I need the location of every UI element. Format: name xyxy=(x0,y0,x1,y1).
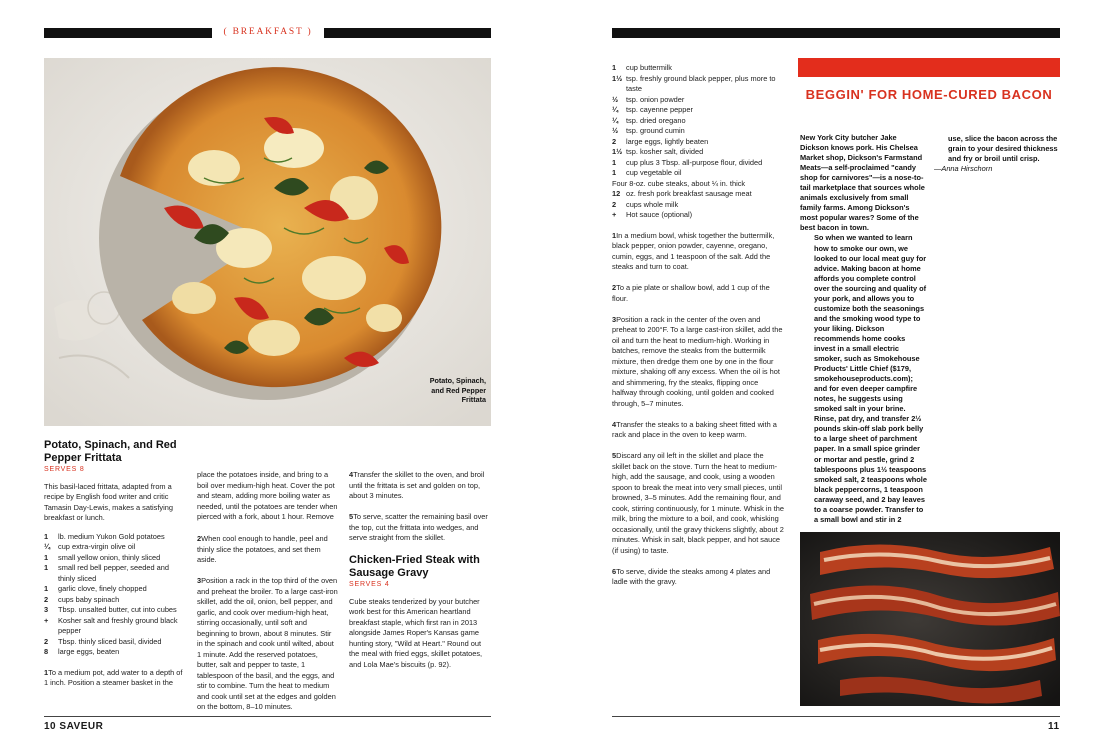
ingredient: 1½ tsp. kosher salt, divided xyxy=(612,147,704,156)
photo-caption: Potato, Spinach, and Red Pepper Frittata xyxy=(429,376,486,404)
bottom-rule-right xyxy=(612,716,1060,717)
ingredient: 2 cups baby spinach xyxy=(44,594,120,604)
frittata-step-continued: place the potatoes inside, and bring to a boil over medium-high heat. Cover the pot and steam, adding more boiling water as needed, until the potatoes are tender when pierced with a fork, about 1 hour. Remove xyxy=(197,470,338,521)
ingredient: 1 cup plus 3 Tbsp. all-purpose flour, divided xyxy=(612,157,763,167)
ingredient: ¼ cup extra-virgin olive oil xyxy=(44,542,136,551)
bottom-rule-left xyxy=(44,716,491,717)
sidebar-column-1 xyxy=(800,133,927,524)
frittata-intro: This basil-laced frittata, adapted from a recipe by English food writer and critic Tamasin Day-Lewis, makes a satisfying breakfast or lunch. xyxy=(44,481,173,522)
frittata-column-1 xyxy=(44,439,185,700)
frittata-step: 4Transfer the skillet to the oven, and broil until the frittata is set and golden on top, about 3 minutes. xyxy=(349,470,485,500)
frittata-column-3 xyxy=(349,470,491,670)
ingredient: 12 oz. fresh pork breakfast sausage meat xyxy=(612,189,752,198)
ingredient: ¼ tsp. dried oregano xyxy=(612,115,686,125)
sidebar-paragraph: So when we wanted to learn how to smoke our own, we looked to our local meat guy for advice. Making bacon at home affords you complete control over the sourcing and quality of your pork, and allows you to customize both the seasonings and the smoking wood type to your liking. Dickson recommends home cooks invest in a small electric smoker, such as Smokehouse Products' Little Chief ($179, smokehouseproducts.com); and for even deeper campfire notes, he suggests using smoked salt in your brine. xyxy=(814,233,927,414)
sidebar-red-bar xyxy=(798,58,1060,77)
ingredient: Four 8-oz. cube steaks, about ¼ in. thick xyxy=(612,178,746,188)
steak-title: Chicken-Fried Steak with Sausage Gravy xyxy=(349,554,480,579)
top-bar-right xyxy=(612,28,1060,38)
sidebar-title: BEGGIN' FOR HOME-CURED BACON xyxy=(805,87,1053,102)
ingredient: 1½ tsp. freshly ground black pepper, plus more to taste xyxy=(612,73,776,93)
steak-step: 4Transfer the steaks to a baking sheet fitted with a rack and place in the oven to keep warm. xyxy=(612,419,777,439)
ingredient: 3 Tbsp. unsalted butter, cut into cubes xyxy=(44,605,177,614)
ingredient: 1 garlic clove, finely chopped xyxy=(44,584,147,593)
steak-column xyxy=(612,63,784,598)
steak-step: 6To serve, divide the steaks among 4 plates and ladle with the gravy. xyxy=(612,566,771,586)
steak-step: 5Discard any oil left in the skillet and place the skillet back on the stove. Turn the heat to medium-high, add the sausage, and cook, using a wooden spoon to break the meat into very small pieces, until browned, 3–5 minutes. Add the remaining flour, and cook, stirring continuously, for 1 minute. Whisk in the milk, bring the mixture to a boil, and cook, whisking occasionally, until the gravy thickens slightly, about 2 minutes. Whisk in salt, black pepper, and hot sauce (if using) to taste. xyxy=(612,451,784,555)
steak-ingredients xyxy=(612,63,784,221)
ingredient: 8 large eggs, beaten xyxy=(44,647,120,656)
ingredient: + Hot sauce (optional) xyxy=(612,210,693,219)
frittata-ingredients xyxy=(44,532,185,658)
sidebar-paragraph: use, slice the bacon across the grain to your desired thickness and fry or broil until crisp. xyxy=(948,133,1058,163)
folio-left: 10 SAVEUR xyxy=(44,721,104,732)
steak-step: 3Position a rack in the center of the oven and preheat to 200°F. To a large cast-iron skillet, add the oil and turn the heat to medium-high. Working in batches, remove the steaks from the buttermilk mixture, then dredge them one by one in the flour mixture, shaking off any excess. When the oil is hot and shimmering, fry the steaks, flipping once halfway through cooking, until golden and cooked through, 5–7 minutes. xyxy=(612,314,783,408)
steak-step: 1In a medium bowl, whisk together the buttermilk, black pepper, onion powder, cayenne, oregano, cumin, eggs, and 1 teaspoon of the salt. Add the steaks and turn to coat. xyxy=(612,230,775,271)
ingredient: 1 lb. medium Yukon Gold potatoes xyxy=(44,531,165,541)
folio-right: 11 xyxy=(1048,721,1060,732)
ingredient: 2 Tbsp. thinly sliced basil, divided xyxy=(44,636,162,646)
sidebar-signature: —Anna Hirschorn xyxy=(934,163,993,173)
ingredient: + Kosher salt and freshly ground black pepper xyxy=(44,615,178,635)
steak-serves: SERVES 4 xyxy=(349,581,390,588)
ingredient: 2 cups whole milk xyxy=(612,199,679,209)
frittata-step: 3Position a rack in the top third of the oven and preheat the broiler. To a large cast-iron skillet, add the oil, onion, bell pepper, and garlic, and cook over medium-high heat, stirring occasionally, until soft and beginning to brown, about 8 minutes. Stir in the spinach and cook until wilted, about 1 minute. Add the reserved potatoes, butter, salt and pepper to taste, 1 tablespoon of the basil, and the eggs, and stir to combine. Turn the heat to medium and cook until set at the edges and golden on the bottom, 8–10 minutes. xyxy=(197,576,338,710)
ingredient: 1 cup vegetable oil xyxy=(612,168,682,177)
ingredient: 1 small yellow onion, thinly sliced xyxy=(44,552,161,562)
sidebar-paragraph: New York City butcher Jake Dickson knows pork. His Chelsea Market shop, Dickson's Farmstand Meats—a self-proclaimed "candy shop for carnivores"—is a nose-to-tail marketplace that sources whole animals exclusively from small family farms. Among Dickson's most popular wares? Some of the best bacon in town. xyxy=(800,133,925,233)
frittata-step: 5To serve, scatter the remaining basil over the top, cut the frittata into wedges, and serve straight from the skillet. xyxy=(349,512,488,542)
frittata-step: 1To a medium pot, add water to a depth of 1 inch. Position a steamer basket in the xyxy=(44,667,183,687)
frittata-photo xyxy=(44,58,491,426)
sidebar-column-2 xyxy=(934,133,1061,524)
steak-step: 2To a pie plate or shallow bowl, add 1 cup of the flour. xyxy=(612,283,770,303)
frittata-serves: SERVES 8 xyxy=(44,466,85,473)
frittata-column-2 xyxy=(197,470,339,721)
ingredient: 1 small red bell pepper, seeded and thinly sliced xyxy=(44,563,169,583)
ingredient: ½ tsp. ground cumin xyxy=(612,126,685,135)
frittata-step: 2When cool enough to handle, peel and thinly slice the potatoes, and set them aside. xyxy=(197,534,328,564)
section-tag: ( BREAKFAST ) xyxy=(212,25,324,40)
bacon-photo xyxy=(800,532,1060,706)
sidebar-paragraph: Rinse, pat dry, and transfer 2½ pounds skin-off slab pork belly to a large sheet of parchment paper. In a small spice grinder or mortar and pestle, grind 2 tablespoons plus 1½ teaspoons smoked salt, 2 teaspoons whole black peppercorns, 1 teaspoon caraway seed, and 2 bay leaves to a coarse powder. Transfer to a small bowl and stir in 2 xyxy=(814,414,927,524)
ingredient: ¼ tsp. cayenne pepper xyxy=(612,105,693,114)
ingredient: 1 cup buttermilk xyxy=(612,63,673,72)
ingredient: ½ tsp. onion powder xyxy=(612,94,685,104)
frittata-title: Potato, Spinach, and Red Pepper Frittata xyxy=(44,439,177,464)
steak-intro: Cube steaks tenderized by your butcher work best for this American heartland breakfast staple, which first ran in 2013 alongside James Roper's Kansas game hunting story, "Wild at Heart." Round out the meal with fried eggs, skillet potatoes, and Lola Mae's biscuits (p. 92). xyxy=(349,596,483,669)
ingredient: 2 large eggs, lightly beaten xyxy=(612,136,709,146)
